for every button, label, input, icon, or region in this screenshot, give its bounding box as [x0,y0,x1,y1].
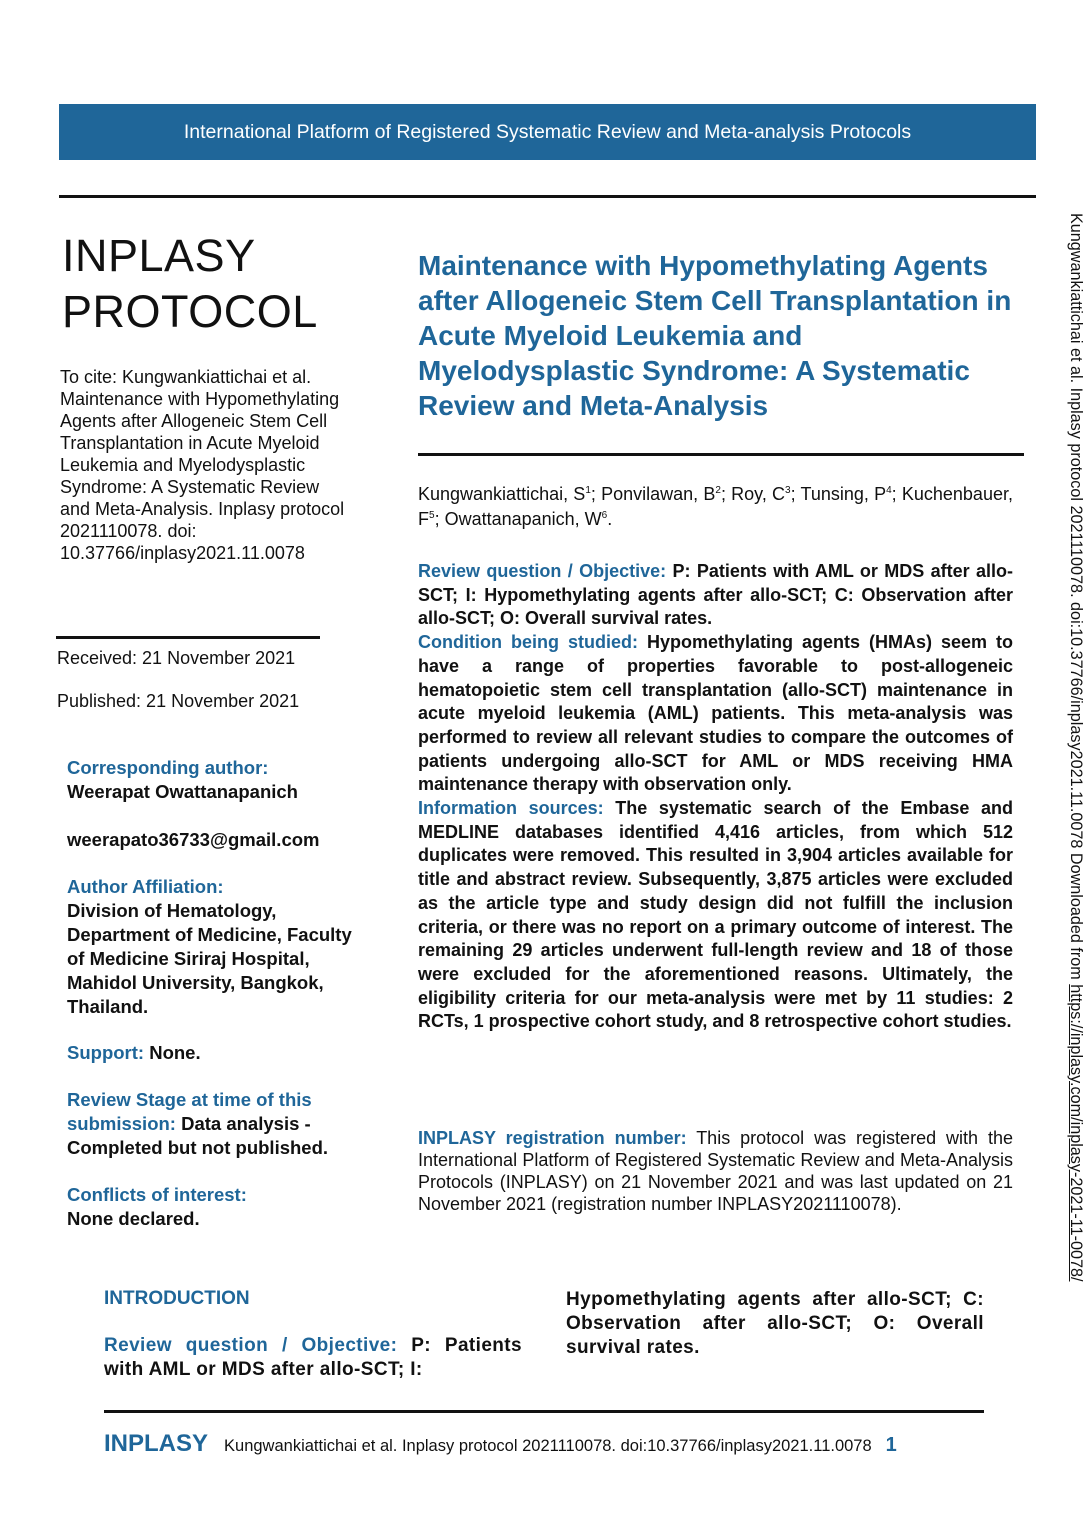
left-divider [56,636,320,639]
author-separator: ; [590,484,602,504]
author-separator: ; [891,484,902,504]
author-separator: ; [790,484,801,504]
corresponding-author-label: Corresponding author: [67,757,269,778]
conflicts-label: Conflicts of interest: [67,1184,247,1205]
citation-block: To cite: Kungwankiattichai et al. Maintenance with Hypomethylating Agents after Allogeneic Stem Cell Transplantation in Acute Myeloid Leukemia and Myelodysplastic Syndrome: A Systematic Review and Meta-Analysis. Inplasy protocol 2021110078. doi: 10.37766/inplasy2021.11.0078 [60,367,345,563]
conflicts-text: None declared. [67,1208,200,1229]
top-divider [59,195,1036,198]
author-affiliation-number: 3 [785,485,791,496]
published-date: Published: 21 November 2021 [57,691,300,711]
intro-column-left [104,1334,522,1382]
author-separator: . [607,509,613,529]
condition-text: Hypomethylating agents (HMAs) seem to have a range of properties favorable to post-allogeneic hematopoietic stem cell transplantation (allo-SCT) maintenance in acute myeloid leukemia (AML) patients. This meta-analysis was performed to review all relevant studies to compare the outcomes of patients undergoing allo-SCT for AML or MDS receiving HMA maintenance therapy with observation only. [418,632,1013,795]
registration-text: This protocol was registered with the International Platform of Registered Systematic Review and Meta-Analysis Protocols (INPLASY) on 21 November 2021 and was last updated on 21 November 2021 (registration number INPLASY2021110078). [418,1128,1013,1214]
footer-divider [104,1410,984,1413]
footer-citation: Kungwankiattichai et al. Inplasy protocol 2021110078. doi:10.37766/inplasy2021.11.0078 [224,1437,872,1455]
registration-paragraph [418,1127,1013,1215]
review-question-paragraph [418,560,1013,631]
author-list [418,480,1013,530]
page-footer [104,1430,984,1458]
author-name: Ponvilawan, B [601,484,716,504]
protocol-heading-line1: INPLASY [62,230,256,281]
article-title: Maintenance with Hypomethylating Agents after Allogeneic Stem Cell Transplantation in Acute Myeloid Leukemia and Myelodysplastic Syndrome: A Systematic Review and Meta-Analysis [418,250,1012,421]
intro-left-text: P: Patients with AML or MDS after allo-SCT; I: [104,1335,522,1380]
download-sidebar [1058,213,1086,1453]
corresponding-author-name: Weerapat Owattanapanich [67,781,298,802]
conflicts-section [67,1183,367,1231]
author-name: Kuchenbauer, F [418,484,1013,529]
review-stage-section [67,1088,362,1160]
introduction-heading: INTRODUCTION [104,1288,250,1309]
footer-brand: INPLASY [104,1430,209,1457]
intro-column-right: Hypomethylating agents after allo-SCT; C: Observation after allo-SCT; O: Overall survival rates. [566,1289,984,1358]
sidebar-link[interactable]: https://inplasy.com/inplasy-2021-11-0078/ [1067,984,1085,1282]
author-affiliation-number: 6 [601,510,608,521]
journal-banner [59,104,1036,160]
abstract [418,560,1013,1034]
sources-label: Information sources: [418,798,604,819]
review-stage-label: Review Stage at time of this submission: [67,1089,312,1134]
affiliation-text: Division of Hematology, Department of Medicine, Faculty of Medicine Siriraj Hospital, Mahidol University, Bangkok, Thailand. [67,900,352,1017]
condition-label: Condition being studied: [418,632,638,653]
sidebar-text [1066,213,1085,1281]
support-text: None. [144,1042,201,1063]
page-number: 1 [885,1434,897,1456]
author-separator: ; [434,509,445,529]
received-date: Received: 21 November 2021 [57,648,296,668]
author-email[interactable]: weerapato36733@gmail.com [67,829,320,850]
corresponding-author-section [67,756,367,804]
author-affiliation-number: 5 [429,510,435,521]
support-label: Support: [67,1042,145,1063]
affiliation-label: Author Affiliation: [67,876,224,897]
author-affiliation-number: 1 [585,485,591,496]
protocol-heading-line2: PROTOCOL [62,286,318,337]
intro-review-label: Review question / Objective: [104,1335,398,1356]
banner-text: International Platform of Registered Systematic Review and Meta-analysis Protocols [183,120,912,143]
review-question-text: P: Patients with AML or MDS after allo-SCT; I: Hypomethylating agents after allo-SCT; C: Observation after allo-SCT; O: Overall survival rates. [418,561,1013,629]
author-affiliation-number: 2 [715,485,721,496]
sidebar-label: Kungwankiattichai et al. Inplasy protocol 2021110078. doi:10.37766/inplasy2021.11.0078 Downloaded from [1067,213,1085,985]
protocol-heading [62,228,318,340]
author-name: Tunsing, P [800,484,887,504]
title-divider [418,453,1024,456]
author-name: Owattanapanich, W [444,509,602,529]
affiliation-section [67,875,367,1019]
condition-paragraph [418,631,1013,797]
author-name: Roy, C [731,484,786,504]
registration-label: INPLASY registration number: [418,1128,687,1148]
sources-paragraph [418,797,1013,1034]
support-section [67,1041,367,1065]
sources-text: The systematic search of the Embase and MEDLINE databases identified 4,416 articles, from which 512 duplicates were removed. This resulted in 3,904 articles available for title and abstract review. Subsequently, 3,875 articles were excluded as the article type and study design did not fulfill the inclusion criteria, or there was no report on a primary outcome of interest. The remaining 29 articles underwent full-length review and 18 of those were excluded for the aforementioned reasons. Ultimately, the eligibility criteria for our meta-analysis were met by 11 studies: 2 RCTs, 1 prospective cohort study, and 8 retrospective cohort studies. [418,798,1014,1032]
review-question-label: Review question / Objective: [418,561,667,581]
review-stage-text: Data analysis - Completed but not published. [67,1113,329,1158]
author-affiliation-number: 4 [886,485,892,496]
author-separator: ; [720,484,732,504]
author-name: Kungwankiattichai, S [418,484,586,504]
